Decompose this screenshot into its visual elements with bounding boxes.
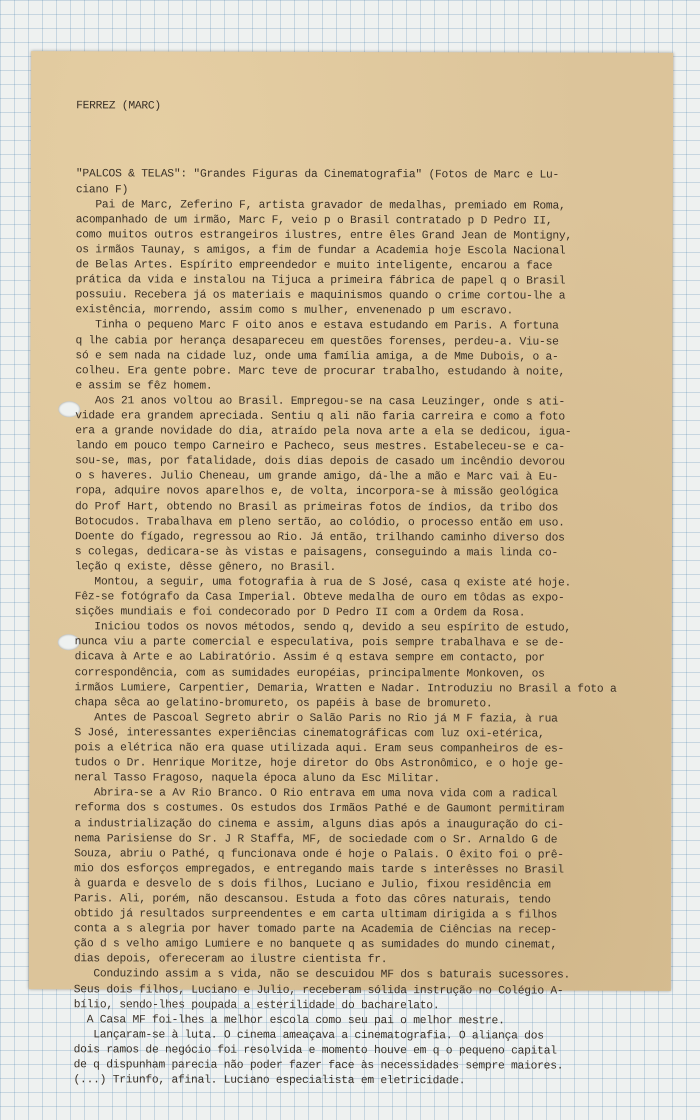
text-line: Botocudos. Trabalhava em pleno sertão, ao colódio, o processo então em uso. (74, 515, 565, 530)
text-line: ção d s velho amigo Lumiere e no banquete q as sumidades do mundo cinemat, (73, 938, 558, 952)
text-line: Souza, abriu o Pathé, q funcionava onde é hoje o Palais. O êxito foi o prê- (74, 847, 564, 862)
text-line: nema Parisiense do Sr. J R Staffa, MF, de sociedade com o Sr. Arnaldo G de (74, 832, 558, 847)
text-line: Montou, a seguir, uma fotografia à rua de S José, casa q existe até hoje. (74, 576, 572, 590)
text-line: possuiu. Recebera já os materiais e maquinismos quando o crime cortou-lhe a (75, 289, 566, 303)
text-line: existência, morrendo, assim como s mulher, envenenado p um escravo. (75, 304, 514, 318)
text-line: Antes de Pascoal Segreto abrir o Salão Paris no Rio já M F fazia, à rua (74, 712, 558, 726)
text-line: Conduzindo assim a s vida, não se descuidou MF dos s baturais sucessores. (73, 968, 571, 983)
text-line: do Prof Hart, obtendo no Brasil as primeiras fotos de índios, da tribo dos (75, 500, 559, 515)
text-line: de q dispunham parecia não poder fazer face às necessidades sempre maiores. (73, 1059, 564, 1073)
page-text (73, 69, 666, 1120)
author-heading: FERREZ (MARC) (76, 100, 161, 113)
text-line: chapa sêca ao gelatino-bromureto, os papéis à base de bromureto. (74, 697, 493, 711)
text-line: bílio, sendo-lhes poupada a esterilidade do bacharelato. (73, 998, 440, 1012)
text-line: leção q existe, dêsse gênero, no Brasil. (74, 561, 337, 574)
text-line: nunca viu a parte comercial e especulativa, pois sempre trabalhava e se de- (74, 636, 565, 650)
text-line: tudos o Dr. Henrique Moritze, hoje diretor do Obs Astronômico, e o hoje ge- (74, 757, 565, 771)
text-line: dois ramos de negócio foi resolvida e momento houve em q o pequeno capital (73, 1044, 557, 1058)
text-line: (...) Triunfo, afinal. Luciano especialista em eletricidade. (73, 1074, 466, 1088)
text-line: sou-se, mas, por fatalidade, dois dias depois de casado um incêndio devorou (75, 455, 565, 469)
text-line: Doente do fígado, regressou ao Rio. Já então, trilhando caminho diverso dos (74, 530, 565, 545)
text-line: à guarda e desvelo de s dois filhos, Luciano e Julio, fixou residência em (74, 878, 551, 892)
text-line: reforma dos s costumes. Os estudos dos Irmãos Pathé e de Gaumont permitiram (74, 802, 564, 816)
text-line: sições mundiais e foi condecorado por D Pedro II com a Ordem da Rosa. (74, 606, 526, 620)
text-line: Seus dois filhos, Luciano e Julio, receberam sólida instrução no Colégio A- (73, 983, 564, 998)
text-line: Paris. Ali, porém, não descansou. Estuda a foto das côres naturais, tendo (73, 893, 551, 907)
text-line: acompanhado de um irmão, Marc F, veio p o Brasil contratado p D Pedro II, (75, 214, 553, 228)
text-line: o s haveres. Julio Cheneau, um grande amigo, dá-lhe a mão e Marc vai à Eu- (75, 470, 559, 484)
text-line: como muitos outros estrangeiros ilustres, entre êles Grand Jean de Montigny, (75, 229, 572, 243)
text-line: Fêz-se fotógrafo da Casa Imperial. Obteve medalha de ouro em tôdas as expo- (74, 591, 565, 605)
text-line: dias depois, ofereceram ao ilustre cientista fr. (73, 953, 388, 967)
text-line: obtido já resultados surpreendentes e em carta ultimam dirigida a s filhos (73, 908, 558, 922)
text-line: S José, interessantes experiências cinematográficas com luz oxi-etérica, (74, 727, 545, 741)
text-line: correspondência, com as sumidades européias, principalmente Monkoven, os (74, 666, 545, 681)
text-line: Lançaram-se à luta. O cinema ameaçava a cinematografia. O aliança dos (73, 1029, 544, 1043)
text-line: q lhe cabia por herança desapareceu em questões forenses, perdeu-a. Viu-se (75, 334, 559, 349)
text-line: ropa, adquire novos aparelhos e, de volta, incorpora-se à missão geológica (75, 485, 559, 499)
text-line: irmãos Lumiere, Carpentier, Demaria, Wratten e Nadar. Introduziu no Brasil a foto a (74, 681, 617, 696)
text-line: prática da vida e instalou na Tijuca a primeira fábrica de papel q o Brasil (75, 274, 566, 288)
text-line: os irmãos Taunay, s amigos, a fim de fundar a Academia hoje Escola Nacional (75, 244, 566, 258)
text-line: Tinha o pequeno Marc F oito anos e estava estudando em Paris. A fortuna (75, 319, 559, 333)
text-line: ciano F) (75, 183, 129, 196)
text-line: de Belas Artes. Espírito empreendedor e muito inteligente, encarou a face (75, 259, 553, 273)
text-line: e assim se fêz homem. (75, 380, 213, 393)
text-line: conta a s alegria por haver tomado parte na Academia de Ciências na recep- (73, 923, 558, 937)
document-body (74, 168, 666, 1090)
text-line: dicava à Arte e ao Labiratório. Assim é q estava sempre em contacto, por (74, 651, 545, 665)
text-line: Pai de Marc, Zeferino F, artista gravador de medalhas, premiado em Roma, (75, 198, 566, 213)
text-line: neral Tasso Fragoso, naquela época aluno da Esc Militar. (74, 772, 440, 786)
text-line: s colegas, dedicara-se às vistas e paisagens, conseguindo a mais linda co- (74, 546, 559, 560)
text-line: a industrialização do cinema e assim, alguns dias após a inauguração do ci- (74, 817, 564, 832)
text-line: era a grande novidade do dia, atraído pela nova arte a ela se dedicou, igua- (75, 425, 572, 439)
text-line: colheu. Era gente pobre. Marc teve de procurar trabalho, estudando à noite, (75, 364, 566, 379)
text-line: pois a elétrica não era quase utilizada aqui. Eram seus companheiros de es- (74, 742, 565, 756)
text-line: Aos 21 anos voltou ao Brasil. Empregou-se na casa Leuzinger, onde s ati- (75, 395, 566, 409)
text-line: lando em pouco tempo Carneiro e Pacheco, seus mestres. Estabeleceu-se e ca- (75, 440, 565, 454)
text-line: "PALCOS & TELAS": "Grandes Figuras da Cinematografia" (Fotos de Marc e Lu- (75, 168, 560, 183)
text-line: só e sem nada na cidade luz, onde uma família amiga, a de Mme Dubois, o a- (75, 349, 559, 364)
text-line: Iniciou todos os novos métodos, sendo q, devido a seu espírito de estudo, (74, 621, 571, 635)
text-line: A Casa MF foi-lhes a melhor escola como seu pai o melhor mestre. (73, 1013, 505, 1028)
typewritten-page (29, 51, 673, 1088)
text-line: vidade era grandem apreciada. Sentiu q ali não faria carreira e como a foto (75, 410, 565, 424)
text-line: mio dos esforços empregados, e entregando mais tarde s interêsses no Brasil (74, 863, 564, 877)
text-line: Abrira-se a Av Rio Branco. O Rio entrava em uma nova vida com a radical (74, 787, 558, 801)
